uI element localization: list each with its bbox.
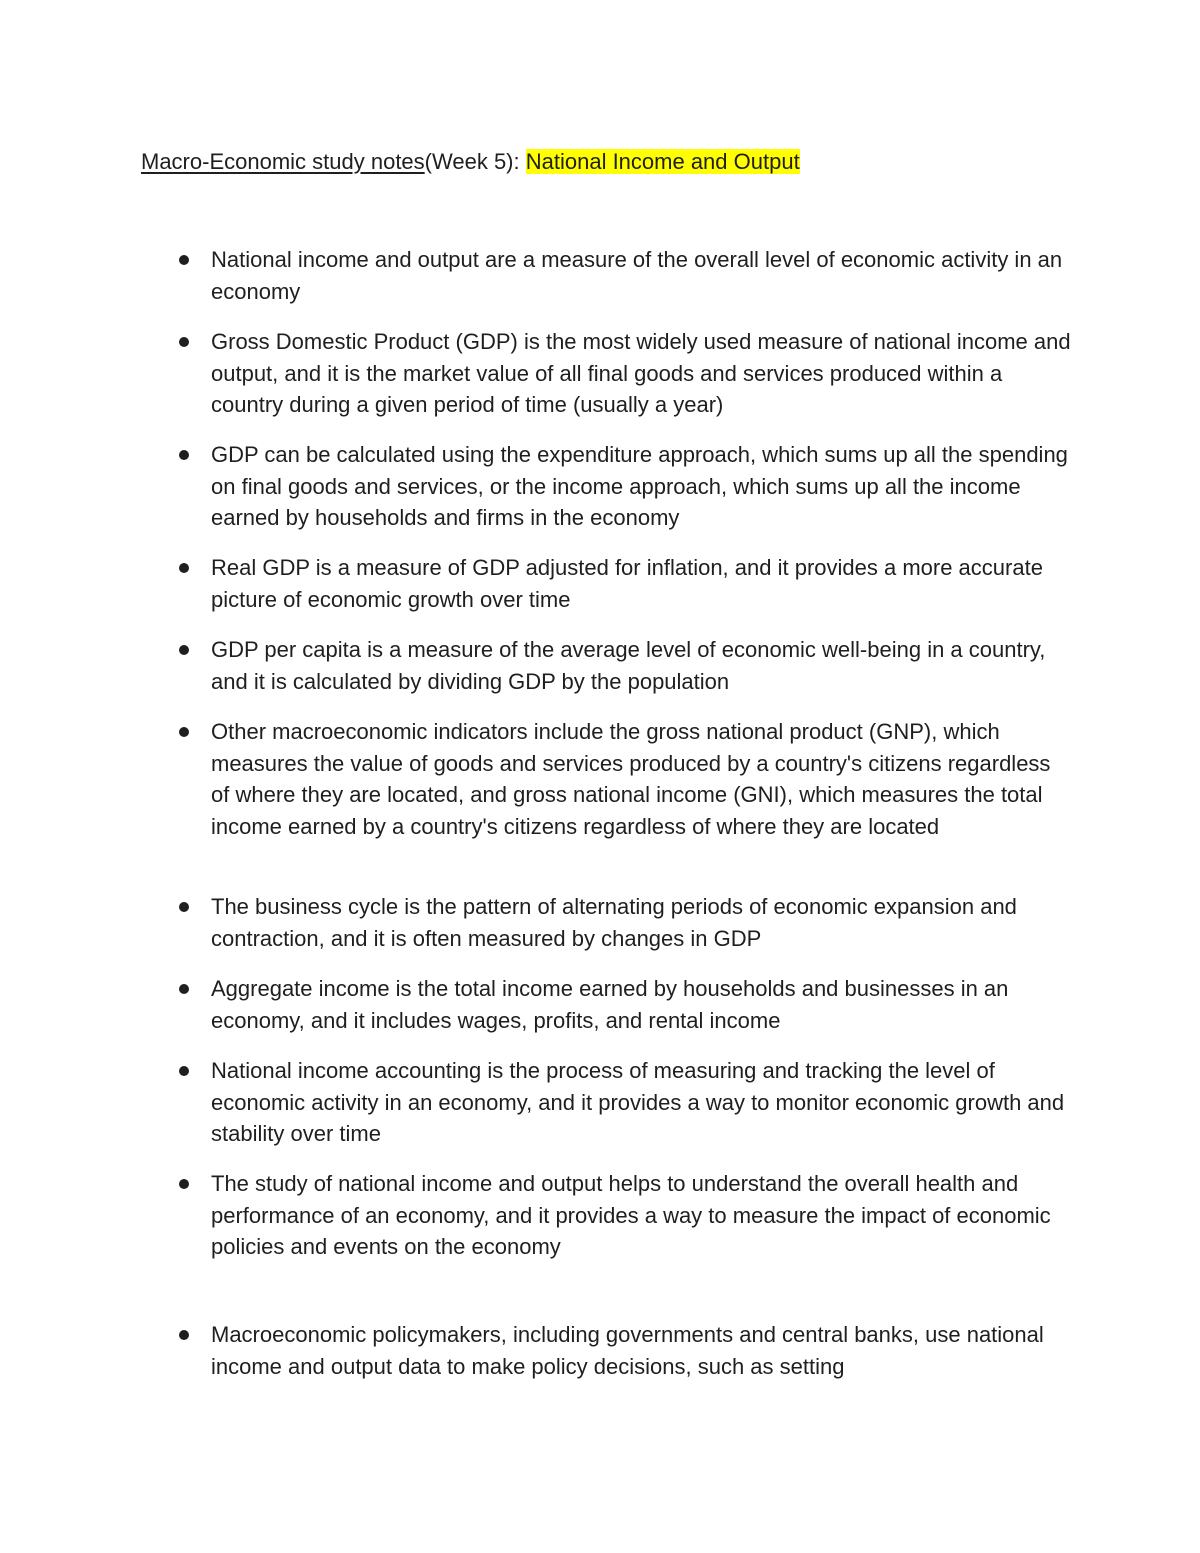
list-item xyxy=(211,1055,1071,1150)
bullet-icon xyxy=(179,255,189,265)
list-item-text: The business cycle is the pattern of alternating periods of economic expansion and contraction, and it is often measured by changes in GDP xyxy=(211,894,1017,951)
list-item xyxy=(211,891,1071,954)
bullet-icon xyxy=(179,1330,189,1340)
title-highlighted-text: National Income and Output xyxy=(525,149,800,174)
list-item xyxy=(211,439,1071,534)
bullet-icon xyxy=(179,1179,189,1189)
bullet-icon xyxy=(179,1066,189,1076)
list-item-text: Other macroeconomic indicators include the gross national product (GNP), which measures the value of goods and services produced by a country's citizens regardless of where they are located, and gross national income (GNI), which measures the total income earned by a country's citizens regardless of where they are located xyxy=(211,719,1051,839)
bullet-icon xyxy=(179,645,189,655)
bullet-icon xyxy=(179,902,189,912)
list-item-text: GDP can be calculated using the expenditure approach, which sums up all the spending on final goods and services, or the income approach, which sums up all the income earned by households and firms in the economy xyxy=(211,442,1068,530)
list-item xyxy=(211,973,1071,1036)
list-item xyxy=(211,244,1071,307)
list-item-text: National income accounting is the process of measuring and tracking the level of economic activity in an economy, and it provides a way to monitor economic growth and stability over time xyxy=(211,1058,1065,1146)
list-item xyxy=(211,634,1071,697)
title-underlined-text: Macro-Economic study notes xyxy=(141,149,425,174)
list-item-text: Aggregate income is the total income earned by households and businesses in an economy, and it includes wages, profits, and rental income xyxy=(211,976,1009,1033)
bullet-icon xyxy=(179,984,189,994)
bullet-icon xyxy=(179,450,189,460)
list-item-text: Real GDP is a measure of GDP adjusted for inflation, and it provides a more accurate picture of economic growth over time xyxy=(211,555,1043,612)
list-item-text: Gross Domestic Product (GDP) is the most widely used measure of national income and output, and it is the market value of all final goods and services produced within a country during a given period of time (usually a year) xyxy=(211,329,1071,417)
list-item xyxy=(211,1168,1071,1263)
bullet-icon xyxy=(179,727,189,737)
list-item-text: GDP per capita is a measure of the average level of economic well-being in a country, and it is calculated by dividing GDP by the population xyxy=(211,637,1046,694)
bullet-icon xyxy=(179,563,189,573)
list-item xyxy=(211,1319,1071,1382)
list-item-text: Macroeconomic policymakers, including governments and central banks, use national income and output data to make policy decisions, such as setting xyxy=(211,1322,1044,1379)
list-item xyxy=(211,552,1071,615)
list-item-text: National income and output are a measure of the overall level of economic activity in an economy xyxy=(211,247,1063,304)
bullet-icon xyxy=(179,337,189,347)
list-item-text: The study of national income and output helps to understand the overall health and performance of an economy, and it provides a way to measure the impact of economic policies and events on the economy xyxy=(211,1171,1051,1259)
list-item xyxy=(211,326,1071,421)
title-week-text: (Week 5): xyxy=(424,149,526,174)
list-item xyxy=(211,716,1071,842)
